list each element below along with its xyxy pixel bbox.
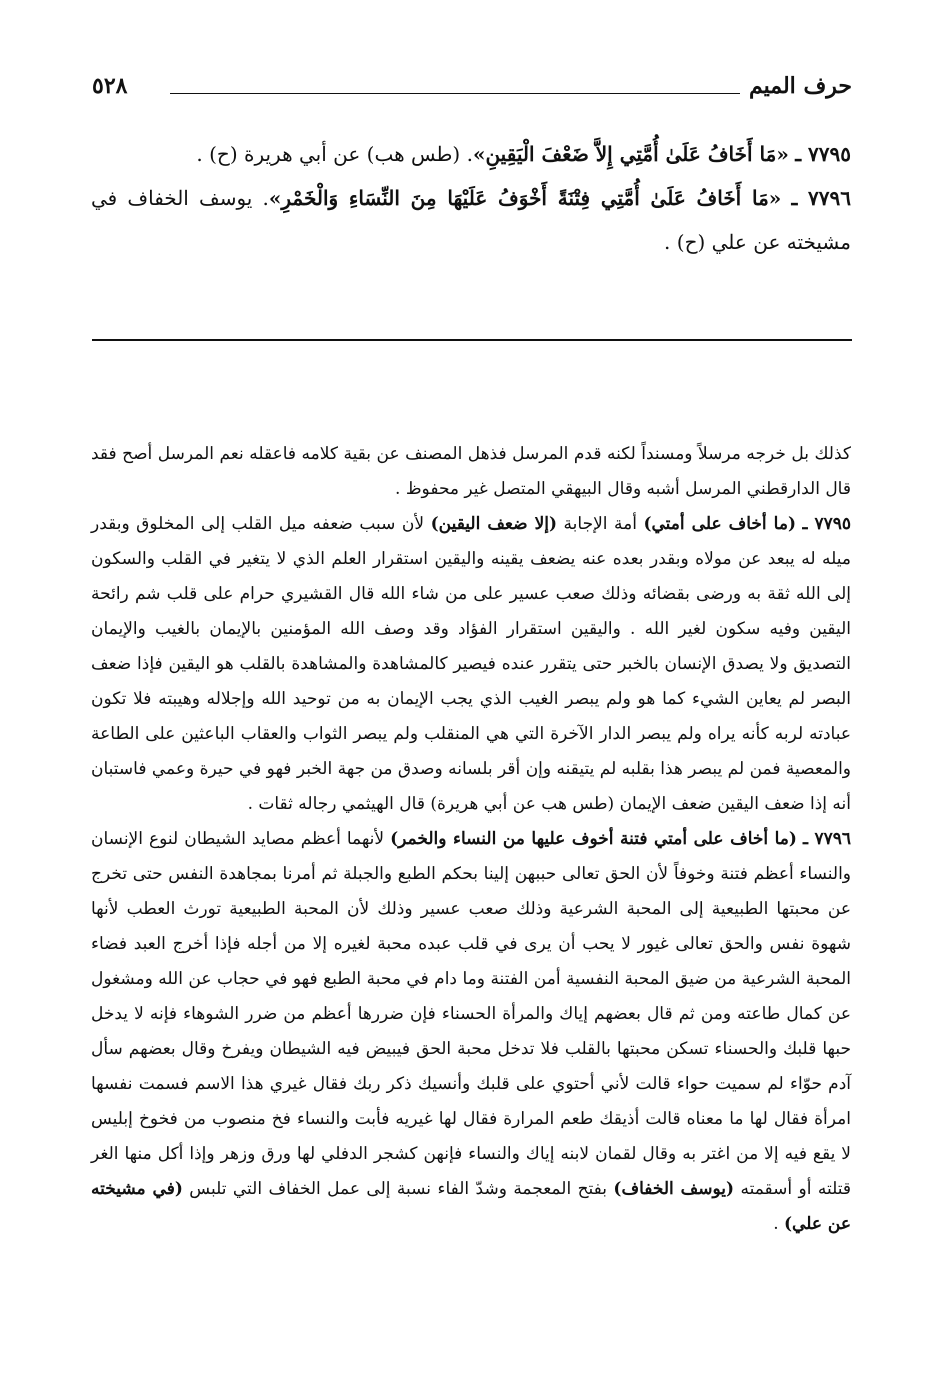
hadith-number: ٧٧٩٦ ـ (791, 186, 852, 210)
header-rule (170, 93, 740, 94)
commentary-text: أمة الإجابة (557, 514, 644, 534)
lemma: (ما أخاف على أمتي فتنة أخوف عليها من النساء والخمر) (390, 829, 797, 849)
lemma: (في مشيخته عن علي) (91, 1179, 851, 1234)
hadith-quote: «مَا أَخَافُ عَلَىٰ أُمَّتِي إِلاَّ ضَعْفَ الْيَقِينِ» (472, 142, 789, 166)
commentary-7796 (91, 822, 851, 1242)
commentary-section (91, 437, 851, 1242)
commentary-text: لأنهما أعظم مصايد الشيطان لنوع الإنسان والنساء أعظم فتنة وخوفاً لأن الحق تعالى حببهن إلينا بحكم الطبع والجبلة ثم أمرنا بمجاهدة النفس حتى تخرج عن محبتها الطبيعية إلى المحبة الشرعية وذلك صعب عسير وذلك لأن المحبة الطبيعية تورث العطب لأنها شهوة نفس والحق تعالى غيور لا يحب أن يرى في قلب عبده محبة لغيره إلا من أجله فإذا أخرج العبد فضاء المحبة الشرعية من ضيق المحبة النفسية أمن الفتنة وما دام في محبة الطبع فهو في حجاب عن الله ومشغول عن كمال طاعته ومن ثم قال بعضهم إياك والمرأة الحسناء فإن ضررها أعظم من ضرر الشوهاء فإنه لا يدخل حبها قلبك والحسناء تسكن محبتها بالقلب فلا تدخل محبة الحق فيبيض فيه الشيطان ويفرخ وقال بعضهم سأل آدم حوّاء لم سميت حواء قالت لأني أحتوي على قلبك وأنسيك ذكر ربك فقال غيري هذا الاسم فسمت نفسها امرأة فقال لها ما معناه قالت أذيقك طعم المرارة فقال لها غيريه فأبت والنساء فخ منصوب من فخوخ إبليس لا يقع فيه إلا من اغتر به وقال لقمان لابنه إياك والنساء فإنهن كشجر الدفلي لها ورق وزهر وإذا أكل منها الغر قتلته أو أسقمته (91, 829, 852, 1199)
lemma: (يوسف الخفاف) (613, 1179, 735, 1199)
lemma: (إلا ضعف اليقين) (430, 514, 558, 534)
page-number: ٥٢٨ (92, 73, 128, 99)
page-header (92, 66, 852, 106)
hadith-source: . (طس هب) عن أبي هريرة (ح) . (196, 142, 473, 166)
commentary-7795 (91, 507, 851, 822)
commentary-continuation: كذلك بل خرجه مرسلاً ومسنداً لكنه قدم المرسل فذهل المصنف عن بقية كلامه فاعقله نعم المرسل أصح فقد قال الدارقطني المرسل أشبه وقال البيهقي المتصل غير محفوظ . (91, 444, 851, 499)
hadith-quote: «مَا أَخَافُ عَلَىٰ أُمَّتِي فِتْنَةً أَخْوَفُ عَلَيْهَا مِنَ النِّسَاءِ وَالْخَمْرِ» (268, 186, 782, 210)
chapter-title: حرف الميم (748, 73, 852, 99)
commentary-number: ٧٧٩٥ ـ (802, 514, 852, 534)
hadith-text-section (91, 132, 851, 264)
commentary-number: ٧٧٩٦ ـ (802, 829, 851, 849)
commentary-text: لأن سبب ضعفه ميل القلب إلى المخلوق وبقدر ميله له يبعد عن مولاه وبقدر بعده عنه يضعف يقينه واليقين استقرار العلم الذي لا يتغير في القلب والسكون إلى الله ثقة به ورضى بقضائه وذلك صعب عسير على من شاء الله قال القشيري حرام على قلب شم رائحة اليقين وفيه سكون لغير الله . واليقين استقرار الفؤاد وقد وصف الله المؤمنين بالإيمان بالغيب والإيمان التصديق ولا يصدق الإنسان بالخبر حتى يتقرر عنده فيصير كالمشاهدة والمشاهدة بالقلب هو اليقين فإذا ضعف البصر لم يعاين الشيء كما هو ولم يبصر الغيب الذي يجب الإيمان به من توحيد الله وإجلاله وهيبته فلا تكون عبادته لربه كأنه يراه ولم يبصر الدار الآخرة التي هي المنقلب ولم يبصر الثواب والعقاب الباعثين على الطاعة والمعصية فمن لم يبصر هذا بقلبه لم يتيقنه وإن أقر بلسانه وصدق من جهة الخبر فهو في حيرة وعمي فاستبان أنه إذا ضعف اليقين ضعف الإيمان (91, 514, 851, 814)
hadith-7795 (91, 132, 851, 176)
source-ref: (طس هب عن أبي هريرة) (430, 794, 615, 814)
commentary-text: . (773, 1214, 784, 1234)
hadith-7796 (91, 176, 851, 264)
hadith-source: . يوسف الخفاف في مشيخته عن علي (ح) . (91, 186, 851, 254)
hadith-number: ٧٧٩٥ ـ (795, 142, 851, 166)
commentary-text: قال الهيثمي رجاله ثقات . (247, 794, 431, 814)
lemma: (ما أخاف على أمتي) (643, 514, 796, 534)
section-divider (92, 339, 852, 341)
commentary-text: بفتح المعجمة وشدّ الفاء نسبة إلى عمل الخفاف التي تلبس (182, 1179, 614, 1199)
